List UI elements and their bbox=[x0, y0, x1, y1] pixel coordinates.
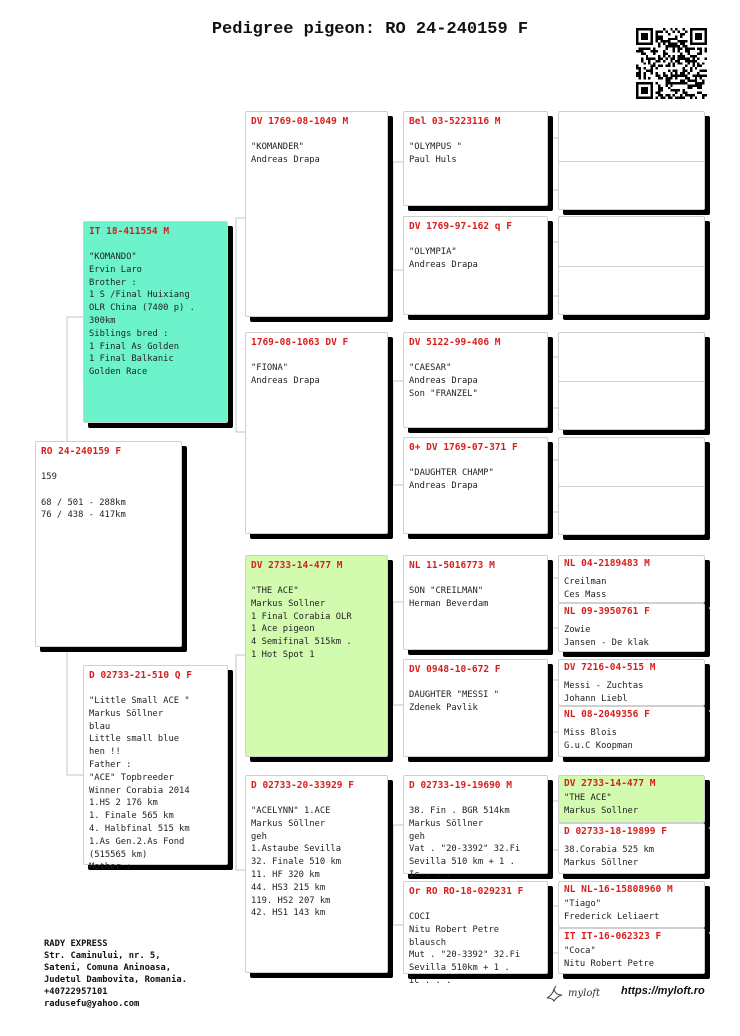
pedigree-card-gen4-empty-3 bbox=[558, 332, 705, 430]
pedigree-card-gen3-5[interactable] bbox=[403, 555, 548, 650]
ring-number: RO 24-240159 F bbox=[41, 446, 122, 457]
pigeon-info: "Little Small ACE " Markus Söllner blau Little small blue hen !! Father : "ACE" Topbreeder Winner Corabia 2014 1.HS 2 176 km 1. Finale 565 km 4. Halbfinal 515 km 1.As Gen.2.As Fond (515565 km) Mother : bbox=[89, 696, 190, 873]
pedigree-card-paternal-granddam[interactable] bbox=[245, 332, 388, 534]
ring-number: IT 18-411554 M bbox=[89, 226, 170, 237]
pigeon-info: "CAESAR" Andreas Drapa Son "FRANZEL" bbox=[409, 363, 478, 399]
pedigree-card-dam[interactable] bbox=[83, 665, 228, 873]
page-title: Pedigree pigeon: RO 24-240159 F bbox=[211, 20, 529, 39]
pigeon-info: 38.Corabia 525 km Markus Söllner bbox=[564, 845, 655, 868]
pedigree-card-maternal-grandsire[interactable] bbox=[245, 555, 388, 757]
pigeon-info: Zowie Jansen - De klak bbox=[564, 625, 649, 648]
pigeon-info: "THE ACE" Markus Sollner 1 Final Corabia OLR 1 Ace pigeon 4 Semifinal 515km . 1 Hot Spot 1 bbox=[251, 586, 352, 660]
brand-logo-text: myloft bbox=[568, 987, 601, 999]
pigeon-info: 38. Fin . BGR 514km Markus Söllner geh Vat . "20-3392" 32.Fi Sevilla 510 km + 1 . Ic . . . bbox=[409, 806, 521, 880]
ring-number: NL 04-2189483 M bbox=[564, 558, 650, 569]
pedigree-card-gen4-empty-4 bbox=[558, 437, 705, 535]
ring-number: NL NL-16-15808960 M bbox=[564, 884, 673, 895]
ring-number: NL 08-2049356 F bbox=[564, 709, 650, 720]
ring-number: D 02733-19-19690 M bbox=[409, 780, 512, 791]
pedigree-card-gen4-empty-1 bbox=[558, 111, 705, 210]
address-line-1: Str. Caminului, nr. 5, bbox=[44, 951, 161, 961]
pedigree-card-maternal-granddam[interactable] bbox=[245, 775, 388, 973]
pedigree-card-gen3-8[interactable] bbox=[403, 881, 548, 986]
pedigree-card-subject[interactable] bbox=[35, 441, 182, 647]
breeder-name: RADY EXPRESS bbox=[44, 939, 108, 949]
pigeon-info: Creilman Ces Mass bbox=[564, 577, 607, 600]
ring-number: 0+ DV 1769-07-371 F bbox=[409, 442, 518, 453]
pedigree-card-gen4-2[interactable] bbox=[558, 603, 705, 652]
pigeon-info: "Coca" Nitu Robert Petre bbox=[564, 946, 655, 969]
pigeon-info: "OLYMPUS " Paul Huls bbox=[409, 142, 462, 165]
pigeon-info: "FIONA" Andreas Drapa bbox=[251, 363, 320, 386]
pedigree-card-gen3-3[interactable] bbox=[403, 332, 548, 428]
address-line-2: Sateni, Comuna Aninoasa, bbox=[44, 963, 172, 973]
pedigree-card-paternal-grandsire[interactable] bbox=[245, 111, 388, 317]
pigeon-info: "ACELYNN" 1.ACE Markus Söllner geh 1.Astaube Sevilla 32. Finale 510 km 11. HF 320 km 44. HS3 215 km 119. HS2 207 km 42. HS1 143 km bbox=[251, 806, 342, 919]
ring-number: IT IT-16-062323 F bbox=[564, 931, 662, 942]
pigeon-info: 159 68 / 501 - 288km 76 / 438 - 417km bbox=[41, 472, 126, 521]
ring-number: DV 2733-14-477 M bbox=[564, 778, 656, 789]
ring-number: NL 11-5016773 M bbox=[409, 560, 495, 571]
breeder-contact bbox=[44, 938, 187, 1010]
email-address: radusefu@yahoo.com bbox=[44, 999, 140, 1009]
website-link[interactable]: https://myloft.ro bbox=[621, 985, 705, 997]
ring-number: DV 2733-14-477 M bbox=[251, 560, 343, 571]
ring-number: DV 1769-97-162 q F bbox=[409, 221, 512, 232]
pigeon-info: SON "CREILMAN" Herman Beverdam bbox=[409, 586, 489, 609]
pedigree-card-gen3-1[interactable] bbox=[403, 111, 548, 206]
pedigree-card-gen3-6[interactable] bbox=[403, 659, 548, 757]
ring-number: D 02733-18-19899 F bbox=[564, 826, 667, 837]
pedigree-card-gen3-7[interactable] bbox=[403, 775, 548, 880]
pedigree-card-gen4-empty-2 bbox=[558, 216, 705, 315]
pigeon-info: "THE ACE" Markus Sollner bbox=[564, 793, 639, 816]
brand-logo bbox=[545, 983, 600, 1003]
bird-icon bbox=[545, 984, 565, 1002]
phone-number: +40722957101 bbox=[44, 987, 108, 997]
pedigree-card-gen3-2[interactable] bbox=[403, 216, 548, 315]
pigeon-info: "OLYMPIA" Andreas Drapa bbox=[409, 247, 478, 270]
pigeon-info: "Tiago" Frederick Leliaert bbox=[564, 899, 660, 922]
ring-number: DV 7216-04-515 M bbox=[564, 662, 656, 673]
pedigree-card-gen4-1[interactable] bbox=[558, 555, 705, 603]
pigeon-info: COCI Nitu Robert Petre blausch Mut . "20-3392" 32.Fi Sevilla 510km + 1 . Ic . . . bbox=[409, 912, 521, 986]
ring-number: DV 1769-08-1049 M bbox=[251, 116, 349, 127]
pedigree-card-gen4-8[interactable] bbox=[558, 928, 705, 974]
pigeon-info: DAUGHTER "MESSI " Zdenek Pavlik bbox=[409, 690, 500, 713]
ring-number: D 02733-20-33929 F bbox=[251, 780, 354, 791]
pedigree-card-gen4-4[interactable] bbox=[558, 706, 705, 757]
qr-code-icon bbox=[636, 28, 707, 99]
pedigree-card-gen4-5[interactable] bbox=[558, 775, 705, 823]
ring-number: NL 09-3950761 F bbox=[564, 606, 650, 617]
ring-number: Bel 03-5223116 M bbox=[409, 116, 501, 127]
pedigree-card-sire[interactable] bbox=[83, 221, 228, 423]
pedigree-card-gen4-7[interactable] bbox=[558, 881, 705, 928]
pedigree-card-gen3-4[interactable] bbox=[403, 437, 548, 534]
pigeon-info: "KOMANDER" Andreas Drapa bbox=[251, 142, 320, 165]
ring-number: DV 5122-99-406 M bbox=[409, 337, 501, 348]
pigeon-info: Miss Blois G.u.C Koopman bbox=[564, 728, 633, 751]
ring-number: D 02733-21-510 Q F bbox=[89, 670, 192, 681]
address-line-3: Judetul Dambovita, Romania. bbox=[44, 975, 187, 985]
pigeon-info: "DAUGHTER CHAMP" Andreas Drapa bbox=[409, 468, 494, 491]
pigeon-info: Messi - Zuchtas Johann Liebl bbox=[564, 681, 644, 704]
pedigree-card-gen4-3[interactable] bbox=[558, 659, 705, 706]
ring-number: 1769-08-1063 DV F bbox=[251, 337, 349, 348]
ring-number: DV 0948-10-672 F bbox=[409, 664, 501, 675]
pigeon-info: "KOMANDO" Ervin Laro Brother : 1 S /Final Huixiang OLR China (7400 p) . 300km Siblings bred : 1 Final As Golden 1 Final Balkanic Golden Race bbox=[89, 252, 195, 378]
ring-number: Or RO RO-18-029231 F bbox=[409, 886, 524, 897]
pedigree-card-gen4-6[interactable] bbox=[558, 823, 705, 874]
